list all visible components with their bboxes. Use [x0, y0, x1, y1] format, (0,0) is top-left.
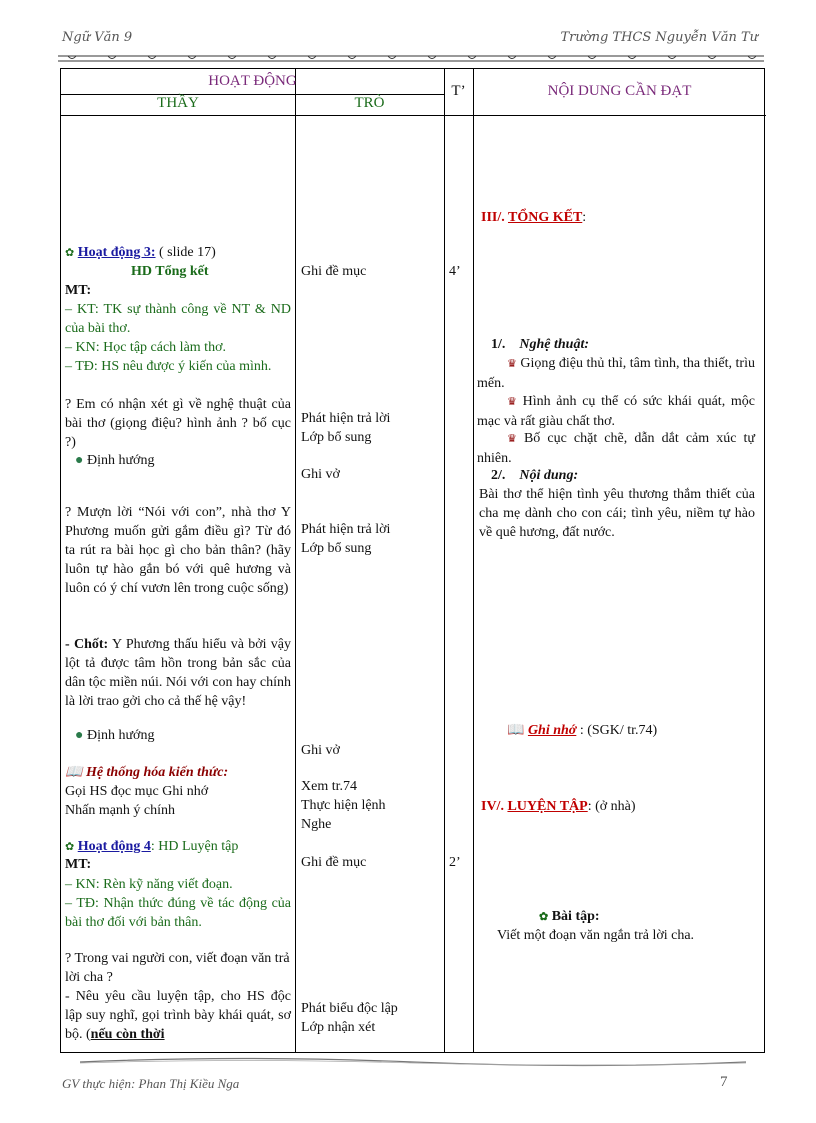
- student-view-page: Xem tr.74: [301, 779, 357, 794]
- crown-icon: ♛: [507, 358, 517, 370]
- summary-step-2: Nhấn mạnh ý chính: [65, 803, 176, 818]
- student-answer-1: Phát hiện trả lời: [301, 411, 391, 426]
- book-icon: 📖: [65, 765, 83, 780]
- top-decorative-border: [58, 52, 764, 66]
- objectives-label: MT:: [65, 283, 92, 298]
- header-student: TRÒ: [354, 95, 385, 111]
- content-heading: 2/. Nội dung:: [491, 468, 579, 483]
- flower-icon: ✿: [539, 911, 549, 923]
- student-speak: Phát biểu độc lập: [301, 1001, 398, 1016]
- practice-requirement: - Nêu yêu cầu luyện tập, cho HS độc lập suy nghĩ, gọi trình bày khái quát, sơ bộ. (nếu còn thời: [65, 989, 291, 1042]
- objectives-label-2: MT:: [65, 857, 92, 872]
- practice-section-title: IV/. LUYỆN TẬP: (ở nhà): [481, 799, 636, 814]
- student-answer-2: Phát hiện trả lời: [301, 522, 391, 537]
- art-point-3: ♛ Bố cục chặt chẽ, dẫn dắt cảm xúc tự nhiên.: [477, 431, 756, 466]
- header-subject: Ngữ Văn 9: [62, 30, 133, 45]
- student-class-comment: Lớp nhận xét: [301, 1020, 376, 1035]
- content-text: Bài thơ thể hiện tình yêu thương thắm thiết của cha mẹ dành cho con cái; tình yêu, niềm tự hào về quê hương, đất nước.: [479, 487, 755, 540]
- guidance-1: ● Định hướng: [75, 453, 155, 468]
- activity-3-heading: ✿ Hoạt động 3: ( slide 17): [65, 245, 216, 260]
- objective-skill: – KN: Học tập cách làm thơ.: [65, 340, 226, 355]
- conclusion-note: - Chốt: Y Phương thấu hiểu và bởi vậy lột tả được tâm hồn trong bản sắc của dân tộc miền núi. Nói với con hay chính là lời trao gởi cho cả thế hệ vậy!: [65, 637, 292, 709]
- art-point-1: ♛ Giọng điệu thủ thỉ, tâm tình, tha thiết, trìu mến.: [477, 356, 755, 391]
- art-heading: 1/. Nghệ thuật:: [491, 337, 590, 352]
- bottom-decorative-border: [60, 1055, 766, 1069]
- summary-section-title: III/. TỔNG KẾT:: [481, 210, 587, 225]
- student-write-1: Ghi vở: [301, 467, 340, 482]
- student-supplement-2: Lớp bổ sung: [301, 541, 372, 556]
- book-icon: 📖: [507, 723, 525, 738]
- flower-icon: ✿: [65, 841, 75, 853]
- header-content: NỘI DUNG CẦN ĐẠT: [547, 83, 692, 99]
- exercise-text: Viết một đoạn văn ngắn trả lời cha.: [497, 928, 695, 943]
- summary-step-1: Gọi HS đọc mục Ghi nhớ: [65, 784, 209, 799]
- guidance-2: ● Định hướng: [75, 728, 155, 743]
- remember-note: 📖 Ghi nhớ : (SGK/ tr.74): [507, 723, 658, 738]
- objective-skill-2: – KN: Rèn kỹ năng viết đoạn.: [65, 877, 233, 892]
- crown-icon: ♛: [507, 433, 517, 445]
- time-activity-4: 2’: [449, 855, 461, 870]
- globe-icon: ●: [75, 728, 84, 743]
- objective-attitude-2: – TĐ: Nhận thức đúng về tác động của bài thơ đối với bản thân.: [65, 896, 291, 930]
- crown-icon: ♛: [507, 396, 517, 408]
- flower-icon: ✿: [65, 247, 75, 259]
- exercise-heading: ✿ Bài tập:: [539, 909, 600, 924]
- lesson-table: [60, 68, 765, 1053]
- art-point-2: ♛ Hình ảnh cụ thể có sức khái quát, mộc mạc và rất giàu chất thơ.: [477, 394, 755, 429]
- objective-knowledge: – KT: TK sự thành công về NT & ND của bài thơ.: [65, 302, 291, 336]
- activity-3-title: HD Tổng kết: [131, 264, 209, 279]
- question-art: ? Em có nhận xét gì về nghệ thuật của bài thơ (giọng điệu? hình ảnh ? bố cục ?): [65, 397, 291, 450]
- student-note-heading-1: Ghi đề mục: [301, 264, 367, 279]
- page-number: 7: [720, 1074, 728, 1090]
- student-listen: Nghe: [301, 817, 332, 832]
- student-write-2: Ghi vở: [301, 743, 340, 758]
- header-activity: HOẠT ĐỘNG: [208, 73, 297, 89]
- question-role-play: ? Trong vai người con, viết đoạn văn trả lời cha ?: [65, 951, 290, 985]
- globe-icon: ●: [75, 453, 84, 468]
- time-activity-3: 4’: [449, 264, 461, 279]
- header-school: Trường THCS Nguyễn Văn Tư: [560, 30, 758, 45]
- student-follow-order: Thực hiện lệnh: [301, 798, 386, 813]
- objective-attitude: – TĐ: HS nêu được ý kiến của mình.: [65, 359, 272, 374]
- question-message: ? Mượn lời “Nói với con”, nhà thơ Y Phương muốn gửi gắm điều gì? Từ đó ta rút ra bài học gì cho bản thân? (hãy luôn tự hào gắn bó với quê hương và luôn có ý chí vươn lên trong cuộc sống): [65, 505, 291, 596]
- header-time: T’: [451, 83, 466, 99]
- student-supplement-1: Lớp bổ sung: [301, 430, 372, 445]
- header-teacher: THẦY: [157, 95, 199, 111]
- activity-4-heading: ✿ Hoạt động 4: HD Luyện tập: [65, 839, 239, 854]
- student-note-heading-2: Ghi đề mục: [301, 855, 367, 870]
- footer-teacher: GV thực hiện: Phan Thị Kiều Nga: [62, 1076, 240, 1091]
- knowledge-summary-heading: 📖 Hệ thống hóa kiến thức:: [65, 765, 229, 780]
